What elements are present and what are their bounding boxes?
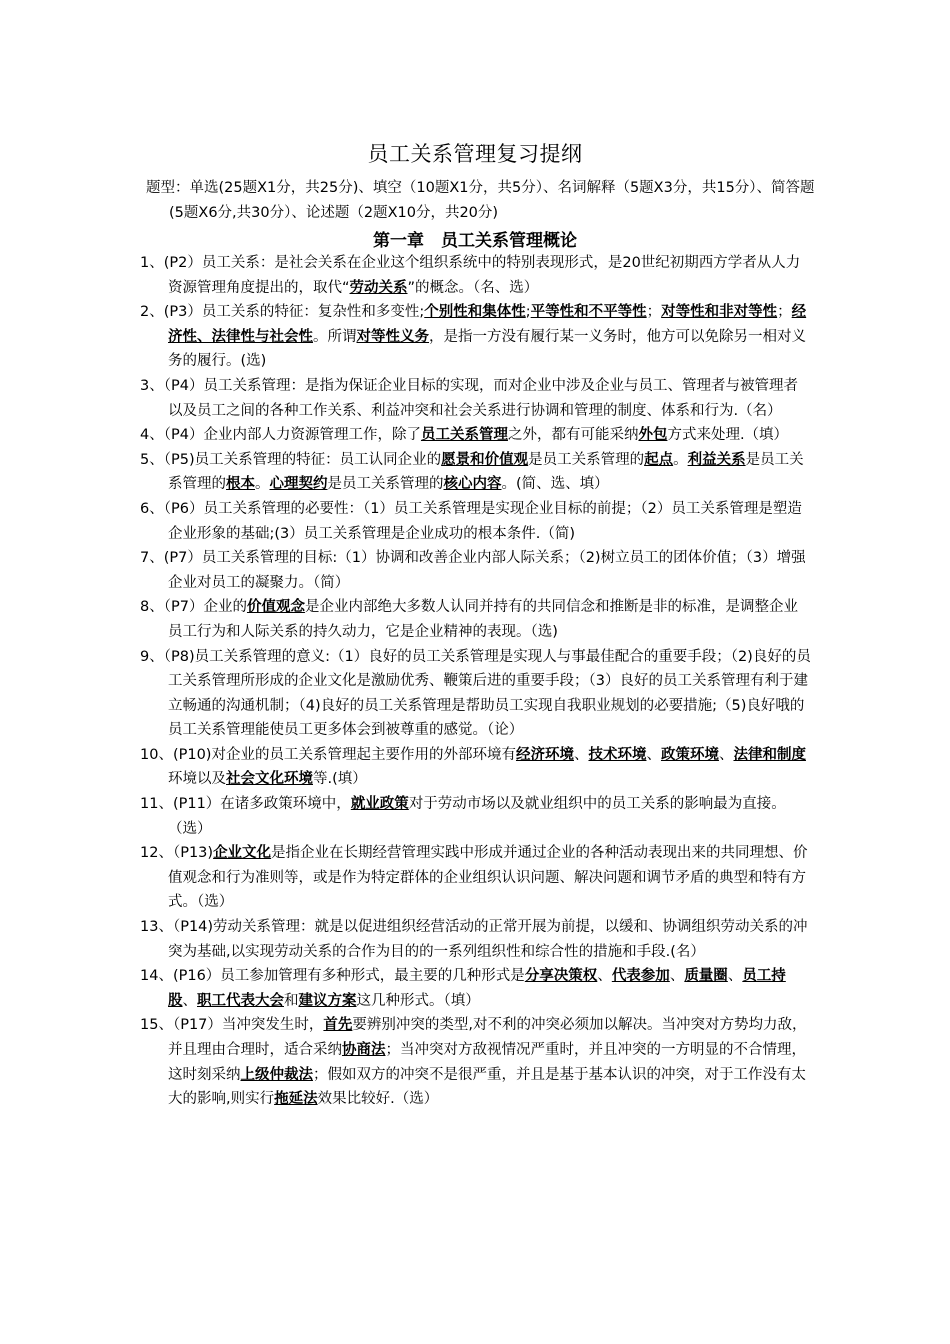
item-text: 7、(P7）员工关系管理的目标:（1）协调和改善企业内部人际关系；（2)树立员工的团体价值；（3）增强企业对员工的凝聚力。（简）	[140, 550, 806, 591]
item-text: 之外，都有可能采纳	[507, 427, 639, 444]
outline-item	[140, 743, 812, 792]
chapter-heading: 第一章 员工关系管理概论	[373, 231, 577, 251]
keyword: 经济性、法律性与社会性	[168, 304, 807, 345]
keyword: 对等性和非对等性	[661, 304, 778, 321]
item-text: 是员工关系管理的	[528, 451, 645, 468]
outline-item	[140, 792, 812, 841]
outline-item	[140, 595, 812, 644]
item-text: 。	[673, 451, 688, 468]
item-text: 1、(P2）员工关系：是社会关系在企业这个组织系统中的特别表现形式，是20世纪初期西方学者从人力资源管理角度提出的，取代“	[140, 255, 801, 296]
outline-item	[140, 964, 812, 1013]
keyword: 价值观念	[246, 599, 305, 616]
keyword: 建议方案	[298, 992, 357, 1009]
keyword: 法律和制度	[733, 746, 806, 763]
item-text: ；假如双方的冲突不是很严重，并且是基于基本认识的冲突，对于工作没有太大的影响,则实行	[168, 1066, 806, 1108]
item-text: 是员工关系管理的	[327, 476, 444, 493]
item-text: 14、(P16）员工参加管理有多种形式，最主要的几种形式是	[140, 968, 525, 985]
keyword: 核心内容	[443, 476, 502, 493]
item-text: ；	[777, 304, 792, 321]
outline-item	[140, 251, 812, 300]
keyword: 愿景和价值观	[441, 451, 529, 468]
keyword: 质量圈	[684, 968, 728, 985]
item-text: 。(简、选、填）	[501, 476, 609, 493]
keyword: 利益关系	[687, 451, 746, 468]
keyword: 对等性义务	[356, 328, 429, 345]
item-text: 方式来处理.（填）	[667, 427, 789, 444]
keyword: 首先	[323, 1017, 353, 1034]
item-text: ，是指一方没有履行某一义务时，他方可以免除另一相对义务的履行。(选)	[168, 328, 806, 370]
item-text: 。	[255, 476, 270, 493]
outline-item	[140, 448, 812, 497]
keyword: 员工持股	[168, 968, 786, 1009]
outline-item	[140, 300, 812, 374]
outline-item	[140, 645, 812, 743]
keyword: 经济环境	[515, 746, 574, 763]
item-text: ；	[646, 304, 662, 321]
item-text: ;	[525, 304, 531, 321]
keyword: 上级仲裁法	[240, 1066, 313, 1083]
keyword: 员工关系管理	[420, 427, 508, 444]
keyword: 起点	[644, 451, 674, 468]
keyword: 就业政策	[350, 796, 409, 813]
keyword: 社会文化环境	[226, 771, 313, 788]
item-text: 环境以及	[168, 771, 226, 788]
keyword: 职工代表大会	[197, 992, 284, 1009]
outline-item	[140, 841, 812, 915]
item-text: 效果比较好.（选）	[317, 1091, 439, 1108]
item-text: 、	[597, 968, 612, 985]
item-text: ；当冲突对方敌视情况严重时，并且冲突的一方明显的不合情理，这时刻采纳	[168, 1042, 806, 1083]
item-text: 10、(P10)对企业的员工关系管理起主要作用的外部环境有	[140, 746, 516, 763]
keyword: 拖延法	[274, 1091, 318, 1108]
item-text: 6、（P6）员工关系管理的必要性：（1）员工关系管理是实现企业目标的前提；（2）员工关系管理是塑造企业形象的基础;(3）员工关系管理是企业成功的根本条件.（简)	[140, 500, 802, 542]
item-text: 和	[284, 992, 299, 1009]
keyword: 政策环境	[660, 746, 719, 763]
item-text: 是员工关系管理的	[168, 451, 804, 493]
item-text: 是指企业在长期经营管理实践中形成并通过企业的各种活动表现出来的共同理想、价值观念和行为准则等，或是作为特定群体的企业组织认识问题、解决问题和调节矛盾的典型和特有方式。（选）	[168, 845, 808, 911]
keyword: 外包	[638, 427, 668, 444]
keyword: 个别性和集体性	[424, 304, 526, 321]
outline-item	[140, 423, 812, 448]
item-text: 要辨别冲突的类型,对不利的冲突必须加以解决。当冲突对方势均力敌，并且理由合理时，适合采纳	[168, 1017, 807, 1058]
item-text: 4、（P4）企业内部人力资源管理工作，除了	[140, 427, 421, 444]
keyword: 心理契约	[269, 476, 328, 493]
document-title: 员工关系管理复习提纲	[367, 142, 583, 166]
item-text: 是企业内部绝大多数人认同并持有的共同信念和推断是非的标准，是调整企业员工行为和人际关系的持久动力，它是企业精神的表现。（选)	[168, 599, 798, 640]
outline-item-list	[140, 251, 812, 1112]
item-text: 13、（P14)劳动关系管理：就是以促进组织经营活动的正常开展为前提，以缓和、协调组织劳动关系的冲突为基础,以实现劳动关系的合作为目的的一系列组织性和综合性的措施和手段.(名）	[140, 919, 808, 960]
keyword: 企业文化	[213, 845, 272, 862]
question-types-line: 题型：单选(25题X1分，共25分)、填空（10题X1分，共5分）、名词解释（5题X3分，共15分）、简答题(5题X6分,共30分）、论述题（2题X10分，共20分)	[146, 180, 815, 221]
item-text: 15、（P17）当冲突发生时，	[140, 1017, 324, 1034]
item-text: 这几种形式。（填）	[356, 992, 480, 1009]
item-text: 、	[182, 992, 197, 1009]
keyword: 平等性和不平等性	[530, 304, 647, 321]
item-text: 3、（P4）员工关系管理：是指为保证企业目标的实现，而对企业中涉及企业与员工、管理者与被管理者以及员工之间的各种工作关系、利益冲突和社会关系进行协调和管理的制度、体系和行为.（名）	[140, 377, 798, 419]
item-text: 5、（P5)员工关系管理的特征：员工认同企业的	[140, 451, 442, 468]
item-text: 、	[646, 746, 661, 763]
outline-item	[140, 1013, 812, 1111]
keyword: 分享决策权	[524, 968, 598, 985]
item-text: 8、（P7）企业的	[140, 599, 247, 616]
keyword: 代表参加	[611, 968, 670, 985]
outline-item	[140, 497, 812, 546]
item-text: 等.(填）	[313, 771, 367, 788]
item-text: 9、（P8)员工关系管理的意义:（1）良好的员工关系管理是实现人与事最佳配合的重要手段；（2)良好的员工关系管理所形成的企业文化是激励优秀、鞭策后进的重要手段；（3）良好的员工关系管理有利于建立畅通的沟通机制；（4)良好的员工关系管理是帮助员工实现自我职业规划的必要措施;（5)良好哦的员工关系管理能使员工更多体会到被尊重的感觉。（论）	[140, 648, 811, 739]
outline-item	[140, 546, 812, 595]
item-text: 、	[718, 746, 734, 763]
item-text: 。所谓	[313, 328, 357, 345]
item-text: 、	[669, 968, 685, 985]
outline-item	[140, 915, 812, 964]
keyword: 根本	[226, 476, 255, 493]
item-text: ”的概念。（名、选）	[407, 279, 539, 296]
item-text: 2、(P3）员工关系的特征：复杂性和多变性;	[140, 304, 425, 321]
keyword: 协商法	[342, 1042, 386, 1058]
keyword: 劳动关系	[349, 279, 408, 296]
item-text: 12、（P13)	[140, 845, 214, 862]
keyword: 技术环境	[588, 746, 647, 763]
item-text: 、	[727, 968, 743, 985]
outline-item	[140, 374, 812, 423]
item-text: 11、(P11）在诸多政策环境中，	[140, 796, 351, 813]
item-text: 对于劳动市场以及就业组织中的员工关系的影响最为直接。（选）	[168, 796, 786, 837]
item-text: 、	[573, 746, 589, 763]
